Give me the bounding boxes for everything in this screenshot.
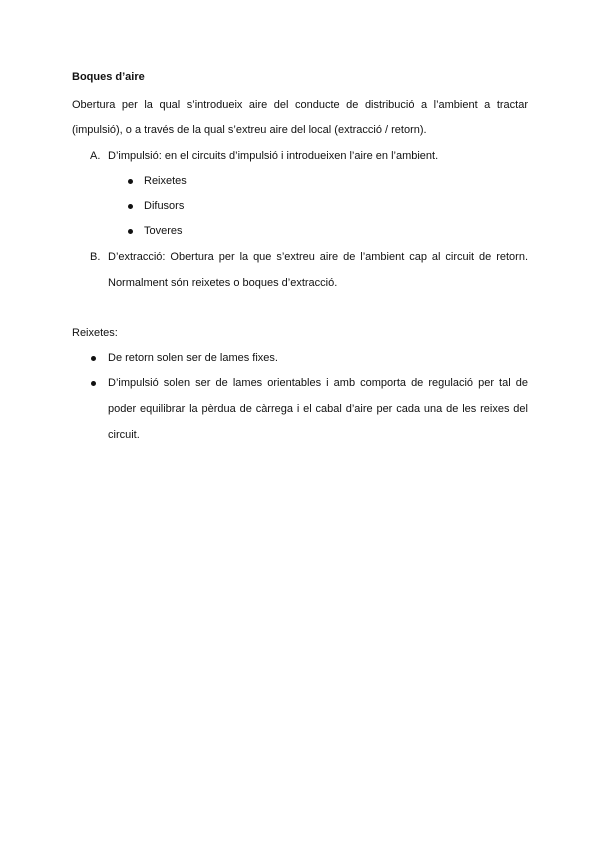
intro-line-1: Obertura per la qual s’introdueix aire del conducte de distribució a l’ambient a tractar: [72, 99, 528, 111]
list-a-text: D’impulsió: en el circuits d’impulsió i introdueixen l’aire en l’ambient.: [108, 150, 439, 162]
list-item: Difusors: [144, 200, 185, 212]
bullet-icon: [128, 229, 133, 234]
reixetes-item2-line-3: circuit.: [108, 429, 140, 441]
bullet-icon: [91, 356, 96, 361]
reixetes-item2-line-2: poder equilibrar la pèrdua de càrrega i el cabal d’aire per cada una de les reixes del: [108, 403, 528, 415]
list-marker-b: B.: [90, 251, 101, 263]
reixetes-title: Reixetes:: [72, 327, 118, 339]
bullet-icon: [128, 179, 133, 184]
list-b-line-2: Normalment són reixetes o boques d’extracció.: [108, 277, 338, 289]
reixetes-item2-line-1: D’impulsió solen ser de lames orientables i amb comporta de regulació per tal de: [108, 377, 528, 389]
list-item: Toveres: [144, 225, 183, 237]
list-item: Reixetes: [144, 175, 187, 187]
list-b-line-1: D’extracció: Obertura per la que s’extreu aire de l’ambient cap al circuit de retorn.: [108, 251, 528, 263]
intro-line-2: (impulsió), o a través de la qual s’extreu aire del local (extracció / retorn).: [72, 124, 427, 136]
bullet-icon: [91, 381, 96, 386]
list-item: De retorn solen ser de lames fixes.: [108, 352, 278, 364]
list-marker-a: A.: [90, 150, 101, 162]
section-heading: Boques d’aire: [72, 71, 145, 83]
bullet-icon: [128, 204, 133, 209]
